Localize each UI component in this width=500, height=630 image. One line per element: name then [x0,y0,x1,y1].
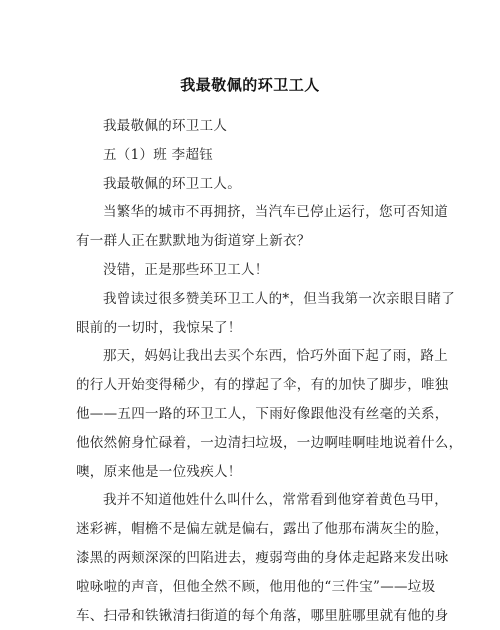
text-line: 他——五四一路的环卫工人，下雨好像跟他没有丝毫的关系， [76,405,449,422]
text-line: 五（1）班 李超钰 [103,146,214,163]
text-line: 没错，正是那些环卫工人！ [103,261,269,278]
text-line: 漆黑的两颊深深的凹陷进去，瘦弱弯曲的身体走起路来发出咏 [76,549,449,566]
text-line: 我最敬佩的环卫工人 [103,118,228,134]
document-body [76,112,463,630]
text-line: 当繁华的城市不再拥挤，当汽车已停止运行，您可否知道 [103,204,448,221]
text-line: 我并不知道他姓什么叫什么，常常看到他穿着黄色马甲， [103,492,448,509]
text-line: 车、扫帚和铁锹清扫街道的每个角落，哪里脏哪里就有他的身 [76,607,449,624]
text-line: 有一群人正在默默地为街道穿上新衣？ [76,233,311,250]
text-line: 的行人开始变得稀少，有的撑起了伞，有的加快了脚步，唯独 [76,377,449,394]
text-line: 迷彩裤，帽檐不是偏左就是偏右，露出了他那布满灰尘的脸， [76,521,449,538]
text-line: 我最敬佩的环卫工人。 [103,175,241,192]
text-line: 我曾读过很多赞美环卫工人的*，但当我第一次亲眼目睹了 [103,290,456,307]
text-line: 噢，原来他是一位残疾人！ [76,463,242,480]
document-title: 我最敬佩的环卫工人 [180,76,320,94]
text-line: 那天，妈妈让我出去买个东西，恰巧外面下起了雨，路上 [103,348,448,365]
text-line: 他依然俯身忙碌着，一边清扫垃圾，一边啊哇啊哇地说着什么， [76,434,463,451]
text-line: 眼前的一切时，我惊呆了！ [76,319,242,336]
text-line: 啦咏啦的声音，但他全然不顾，他用他的“三件宝”——垃圾 [76,578,436,595]
